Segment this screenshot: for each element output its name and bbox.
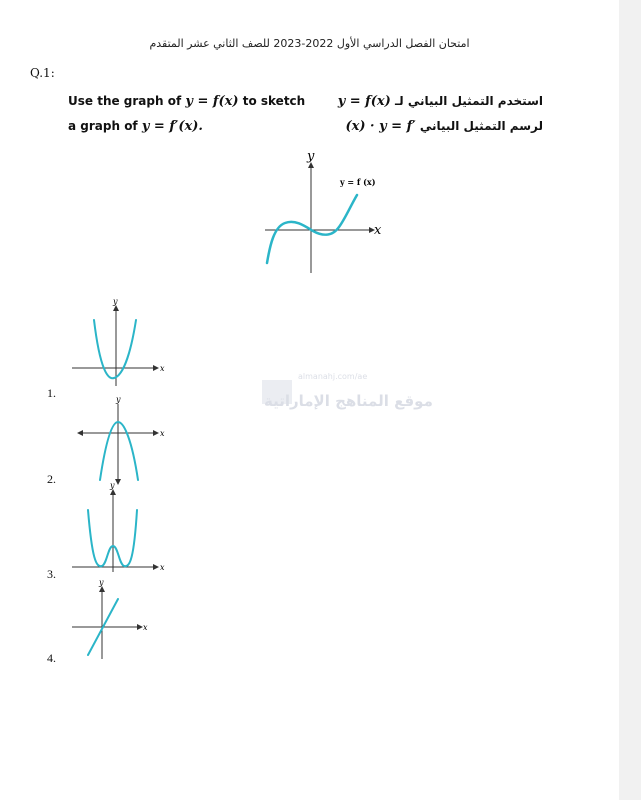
page-side-strip	[619, 0, 641, 800]
option-3-graph	[70, 480, 170, 575]
question-english-line-2	[68, 119, 203, 134]
exam-header: امتحان الفصل الدراسي الأول 2022-2023 للصف الثاني عشر المتقدم	[149, 37, 470, 50]
question-number: Q.1:	[30, 66, 55, 80]
option-1-number: 1.	[47, 386, 56, 400]
option-1-y-label: y	[113, 297, 118, 306]
option-2-curve	[100, 422, 138, 480]
option-1-curve	[94, 320, 136, 378]
question-en-math-2: y = f′(x).	[141, 119, 203, 134]
watermark-url: almanahj.com/ae	[298, 372, 368, 381]
watermark-name: موقع المناهج الإماراتية	[264, 392, 433, 410]
option-2-graph	[70, 392, 170, 487]
option-3-x-label: x	[160, 563, 165, 572]
question-english-line-1	[68, 94, 305, 109]
question-en-tail-1: to sketch	[242, 94, 306, 108]
main-graph-curve-label: y = f (x)	[340, 177, 376, 187]
option-4-number: 4.	[47, 651, 56, 665]
main-graph-x-label: x	[374, 223, 382, 238]
option-4-y-label: y	[99, 578, 104, 587]
question-ar-text-2: لرسم التمثيل البياني	[419, 119, 543, 133]
main-graph	[250, 145, 390, 280]
question-en-text-2: a graph of	[68, 119, 138, 133]
option-4-graph	[70, 577, 170, 662]
question-en-text-1: Use the graph of	[68, 94, 182, 108]
question-arabic-line-1	[338, 94, 543, 109]
option-3-y-label: y	[110, 481, 115, 490]
option-1-x-label: x	[160, 364, 165, 373]
option-4-x-label: x	[143, 623, 148, 632]
question-en-math-1: y = f(x)	[185, 94, 239, 109]
option-2-number: 2.	[47, 472, 56, 486]
question-arabic-line-2	[345, 119, 543, 134]
question-ar-text-1: استخدم التمثيل البياني لـ	[395, 94, 543, 108]
watermark	[262, 372, 433, 432]
option-1-graph	[70, 298, 170, 388]
question-ar-math-2: (x) · y = f′	[345, 119, 416, 134]
option-3-number: 3.	[47, 567, 56, 581]
option-2-x-label: x	[160, 429, 165, 438]
main-graph-curve	[267, 195, 357, 263]
question-ar-math-1: y = f(x)	[337, 94, 391, 109]
option-2-y-label: y	[116, 395, 121, 404]
main-graph-y-label: y	[307, 149, 315, 164]
